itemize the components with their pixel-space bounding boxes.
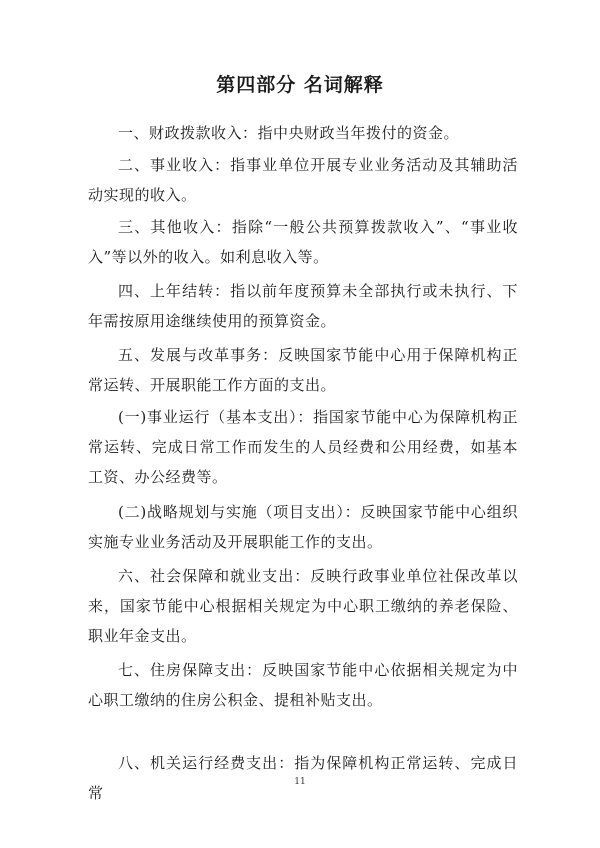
page-number: 11 — [294, 777, 306, 787]
paragraph-fiscal-appropriation-income: 一、财政拨款收入：指中央财政当年拨付的资金。 — [118, 124, 460, 142]
paragraph-agency-operating-expenditure: 八、机关运行经费支出：指为保障机构正常运转、完成日常 — [88, 754, 518, 802]
paragraph-strategic-planning: (二)战略规划与实施（项目支出）：反映国家节能中心组织实施专业业务活动及开展职能工作的支出。 — [88, 503, 518, 551]
page-title: 第四部分 名词解释 — [216, 74, 384, 96]
paragraph-prior-year-carryover: 四、上年结转：指以前年度预算未全部执行或未执行、下年需按原用途继续使用的预算资金。 — [88, 282, 518, 330]
paragraph-development-reform-affairs: 五、发展与改革事务：反映国家节能中心用于保障机构正常运转、开展职能工作方面的支出。 — [88, 346, 518, 394]
paragraph-business-income: 二、事业收入：指事业单位开展专业业务活动及其辅助活动实现的收入。 — [88, 156, 518, 204]
paragraph-business-operation: (一)事业运行（基本支出）：指国家节能中心为保障机构正常运转、完成日常工作而发生的人员经费和公用经费，如基本工资、办公经费等。 — [88, 408, 518, 486]
paragraph-social-security-expenditure: 六、社会保障和就业支出：反映行政事业单位社保改革以来，国家节能中心根据相关规定为中心职工缴纳的养老保险、职业年金支出。 — [88, 567, 518, 645]
paragraph-housing-security-expenditure: 七、住房保障支出：反映国家节能中心依据相关规定为中心职工缴纳的住房公积金、提租补贴支出。 — [88, 661, 518, 709]
paragraph-other-income: 三、其他收入：指除“一般公共预算拨款收入”、“事业收入”等以外的收入。如利息收入等。 — [88, 218, 518, 266]
